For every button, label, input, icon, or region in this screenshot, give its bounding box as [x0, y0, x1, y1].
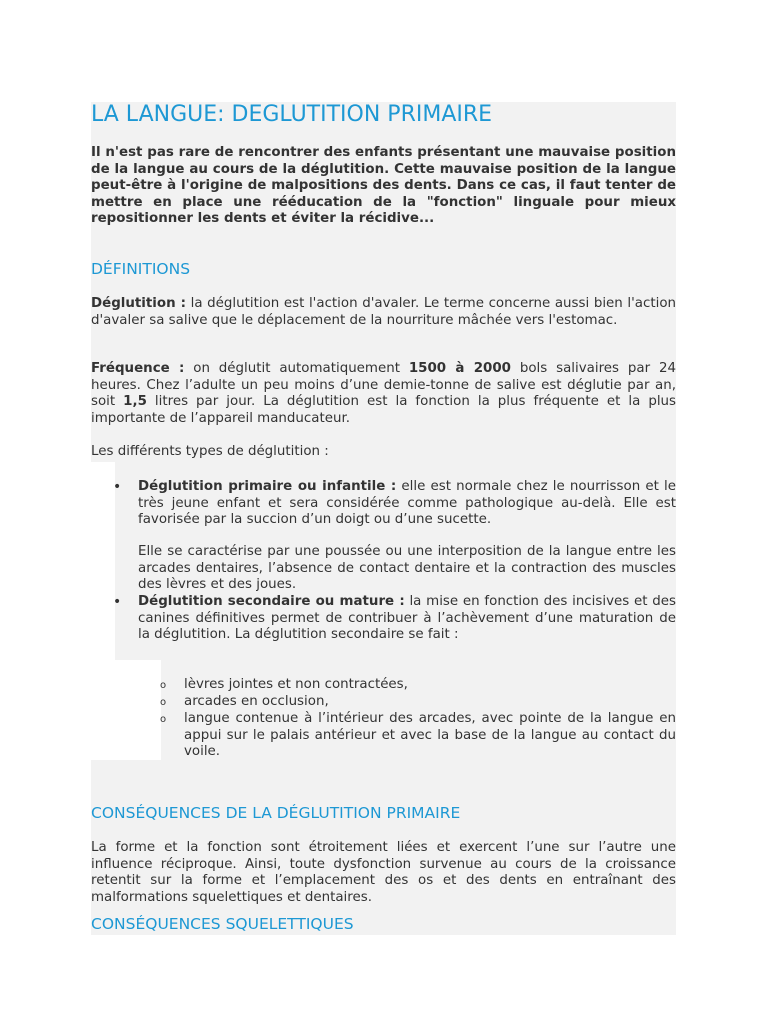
deglutition-text: la déglutition est l'action d'avaler. Le terme concerne aussi bien l'action d'avaler sa salive que le déplacement de la nourriture mâchée vers l'estomac.: [91, 296, 677, 328]
sub-item: arcades en occlusion,: [184, 694, 329, 709]
frequence-value-a: 1500 à 2000: [408, 361, 511, 376]
sub-item: lèvres jointes et non contractées,: [184, 677, 408, 692]
bullet-icon: •: [113, 479, 122, 495]
circle-bullet-icon: o: [160, 680, 167, 691]
definitions-heading: DÉFINITIONS: [91, 260, 191, 278]
types-intro: Les différents types de déglutition :: [91, 444, 329, 459]
squelettiques-heading: CONSÉQUENCES SQUELETTIQUES: [91, 915, 354, 933]
secondaire-item: [138, 594, 676, 644]
frequence-value-b: 1,5: [123, 394, 147, 410]
primaire-label: Déglutition primaire ou infantile :: [138, 479, 397, 494]
frequence-text-c: litres par jour. La déglutition est la fonction la plus fréquente et la plus importante de l’appareil manducateur.: [91, 394, 677, 426]
bullet-icon: •: [113, 594, 122, 610]
primaire-item: [138, 479, 676, 529]
frequence-text-a: on déglutit automatiquement: [184, 361, 409, 376]
sub-item: langue contenue à l’intérieur des arcades, avec pointe de la langue en appui sur le palais antérieur et avec la base de la langue au contact du voile.: [184, 711, 676, 760]
deglutition-definition: [91, 296, 676, 329]
intro-paragraph: Il n'est pas rare de rencontrer des enfants présentant une mauvaise position de la langue au cours de la déglutition. Cette mauvaise position de la langue peut-être à l'origine de malpositions des dents. Dans ce cas, il faut tenter de mettre en place une rééducation de la "fonction" linguale pour mieux repositionner les dents et éviter la récidive...: [91, 145, 676, 227]
deglutition-label: Déglutition :: [91, 296, 187, 311]
secondaire-text: la mise en fonction des incisives et des canines définitives permet de contribuer à l’achèvement d’une maturation de la déglutition. La déglutition secondaire se fait :: [138, 594, 676, 643]
frequence-label: Fréquence :: [91, 361, 185, 376]
circle-bullet-icon: o: [160, 714, 167, 725]
frequence-text-b: bols salivaires par 24 heures. Chez l’adulte un peu moins d’une demie-tonne de salive est déglutie par an, soit: [91, 361, 676, 410]
primaire-text1: elle est normale chez le nourrisson et le très jeune enfant et sera considérée comme pathologique au-delà. Elle est favorisée par la succion d’un doigt ou d’une sucette.: [138, 479, 676, 528]
page-title: LA LANGUE: DEGLUTITION PRIMAIRE: [91, 102, 493, 127]
secondaire-label: Déglutition secondaire ou mature :: [138, 594, 405, 609]
frequence-definition: [91, 361, 676, 427]
circle-bullet-icon: o: [160, 697, 167, 708]
consequences-heading: CONSÉQUENCES DE LA DÉGLUTITION PRIMAIRE: [91, 804, 461, 822]
consequences-paragraph: La forme et la fonction sont étroitement liées et exercent l’une sur l’autre une influence réciproque. Ainsi, toute dysfonction survenue au cours de la croissance retentit sur la forme et l’emplacement des os et des dents en entraînant des malformations squelettiques et dentaires.: [91, 840, 676, 905]
primaire-item-continued: Elle se caractérise par une poussée ou une interposition de la langue entre les arcades dentaires, l’absence de contact dentaire et la contraction des muscles des lèvres et des joues.: [138, 544, 676, 593]
